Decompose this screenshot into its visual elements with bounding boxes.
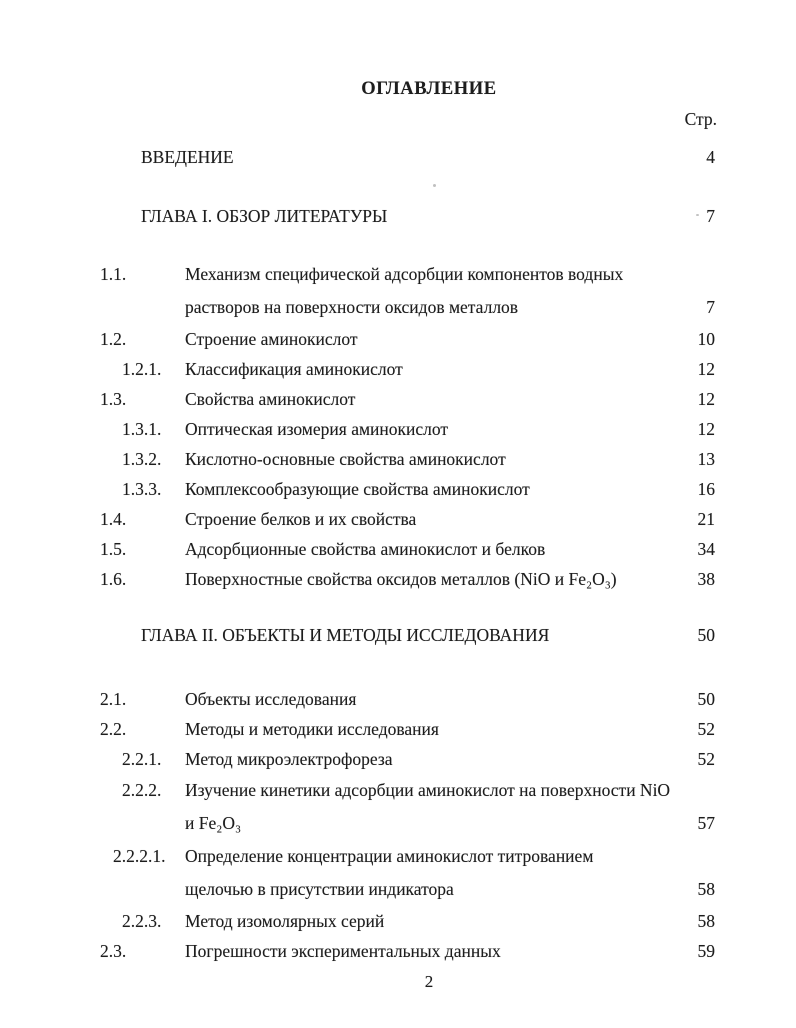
entry-title-line: Классификация аминокислот [185, 359, 403, 379]
entry-number: 1.2. [100, 329, 127, 349]
entry-title-line: Кислотно-основные свойства аминокислот [185, 449, 506, 469]
entry-number: 2.2.2.1. [113, 846, 166, 866]
toc-entry-row-2-3 [100, 936, 715, 966]
page-title: ОГЛАВЛЕНИЕ [361, 79, 497, 99]
entry-page: 34 [697, 539, 715, 559]
entry-page: 4 [706, 147, 715, 167]
toc-entry-row-1-2-1 [100, 354, 715, 384]
entry-page: 50 [697, 625, 715, 645]
toc-chapter-row-glava-2 [100, 624, 715, 646]
entry-number: 1.1. [100, 264, 127, 284]
toc-entry-row-2-2-1 [100, 744, 715, 774]
entry-page: 7 [706, 206, 715, 226]
entry-title [185, 684, 667, 714]
chapter-title: ВВЕДЕНИЕ [141, 147, 234, 167]
entry-number: 2.2.1. [122, 749, 162, 769]
toc-entry-row-2-2-2 [100, 774, 715, 840]
toc-entry-row-1-3-1 [100, 414, 715, 444]
entry-title-line: Строение белков и их свойства [185, 509, 417, 529]
entry-title [185, 444, 667, 474]
entry-title-line: Погрешности экспериментальных данных [185, 941, 501, 961]
toc-chapter-row-glava-1 [100, 205, 715, 227]
entry-number: 1.2.1. [122, 359, 162, 379]
toc-entry-row-1-1 [100, 258, 715, 324]
entry-title-line: Механизм специфической адсорбции компонентов водных [185, 264, 624, 284]
entry-title-line: Строение аминокислот [185, 329, 358, 349]
toc-entry-row-1-3 [100, 384, 715, 414]
entry-title [185, 714, 667, 744]
entry-title [185, 534, 667, 564]
entry-page: 21 [697, 509, 715, 529]
toc-entry-row-1-3-2 [100, 444, 715, 474]
entry-page: 12 [697, 419, 715, 439]
entry-title [185, 564, 667, 594]
entry-title [185, 384, 667, 414]
entry-title-line: и Fe₂O₃ [185, 813, 242, 833]
entry-title [185, 504, 667, 534]
entry-page: 38 [697, 569, 715, 589]
entry-page: 13 [697, 449, 715, 469]
entry-page: 57 [697, 813, 715, 833]
entry-title-line: Метод изомолярных серий [185, 911, 385, 931]
entry-page: 58 [697, 879, 715, 899]
entry-title [185, 936, 667, 966]
entry-page: 10 [697, 329, 715, 349]
entry-title [185, 474, 667, 504]
entry-number: 2.2.3. [122, 911, 162, 931]
entry-title [185, 774, 671, 840]
entry-title-line: растворов на поверхности оксидов металлов [185, 297, 519, 317]
entry-number: 2.3. [100, 941, 127, 961]
entry-title [185, 414, 667, 444]
entry-number: 1.3.3. [122, 479, 162, 499]
entry-title [185, 744, 667, 774]
entry-title-line: Определение концентрации аминокислот титрованием [185, 846, 594, 866]
toc-entry-row-2-2-2-1 [100, 840, 715, 906]
entry-title-line: Объекты исследования [185, 689, 357, 709]
toc-entry-row-1-3-3 [100, 474, 715, 504]
entry-title [185, 840, 667, 906]
entry-title-line: щелочью в присутствии индикатора [185, 879, 454, 899]
toc-entry-row-2-1 [100, 684, 715, 714]
entry-page: 12 [697, 359, 715, 379]
toc-chapter-row-vvedenie [100, 146, 715, 168]
entry-title-line: Поверхностные свойства оксидов металлов (NiO и Fe₂O₃) [185, 569, 617, 589]
toc-entry-row-1-2 [100, 324, 715, 354]
toc-entry-row-1-6 [100, 564, 715, 594]
entry-page: 59 [697, 941, 715, 961]
entry-title [185, 324, 667, 354]
table-of-contents [100, 146, 715, 966]
entry-page: 52 [697, 749, 715, 769]
toc-entry-row-1-5 [100, 534, 715, 564]
entry-title-line: Комплексообразующие свойства аминокислот [185, 479, 530, 499]
entry-page: 12 [697, 389, 715, 409]
chapter-title: ГЛАВА II. ОБЪЕКТЫ И МЕТОДЫ ИССЛЕДОВАНИЯ [141, 625, 550, 645]
entry-title [185, 906, 667, 936]
entry-title-line: Оптическая изомерия аминокислот [185, 419, 449, 439]
toc-entry-row-1-4 [100, 504, 715, 534]
entry-title-line: Свойства аминокислот [185, 389, 356, 409]
entry-page: 58 [697, 911, 715, 931]
page-column-header: Стр. [684, 109, 717, 129]
entry-number: 1.3.1. [122, 419, 162, 439]
chapter-title: ГЛАВА I. ОБЗОР ЛИТЕРАТУРЫ [141, 206, 388, 226]
entry-number: 2.2.2. [122, 780, 162, 800]
entry-title-line: Адсорбционные свойства аминокислот и белков [185, 539, 546, 559]
entry-title-line: Изучение кинетики адсорбции аминокислот на поверхности NiO [185, 780, 671, 800]
toc-entry-row-2-2 [100, 714, 715, 744]
toc-entry-row-2-2-3 [100, 906, 715, 936]
entry-number: 1.4. [100, 509, 127, 529]
entry-number: 2.1. [100, 689, 127, 709]
entry-number: 2.2. [100, 719, 127, 739]
entry-title [185, 258, 667, 324]
entry-page: 52 [697, 719, 715, 739]
entry-number: 1.6. [100, 569, 127, 589]
entry-page: 7 [706, 297, 715, 317]
entry-number: 1.5. [100, 539, 127, 559]
entry-page: 50 [697, 689, 715, 709]
entry-title-line: Метод микроэлектрофореза [185, 749, 393, 769]
entry-number: 1.3. [100, 389, 127, 409]
entry-number: 1.3.2. [122, 449, 162, 469]
page-number-footer: 2 [424, 972, 434, 991]
entry-title-line: Методы и методики исследования [185, 719, 439, 739]
entry-title [185, 354, 667, 384]
entry-page: 16 [697, 479, 715, 499]
